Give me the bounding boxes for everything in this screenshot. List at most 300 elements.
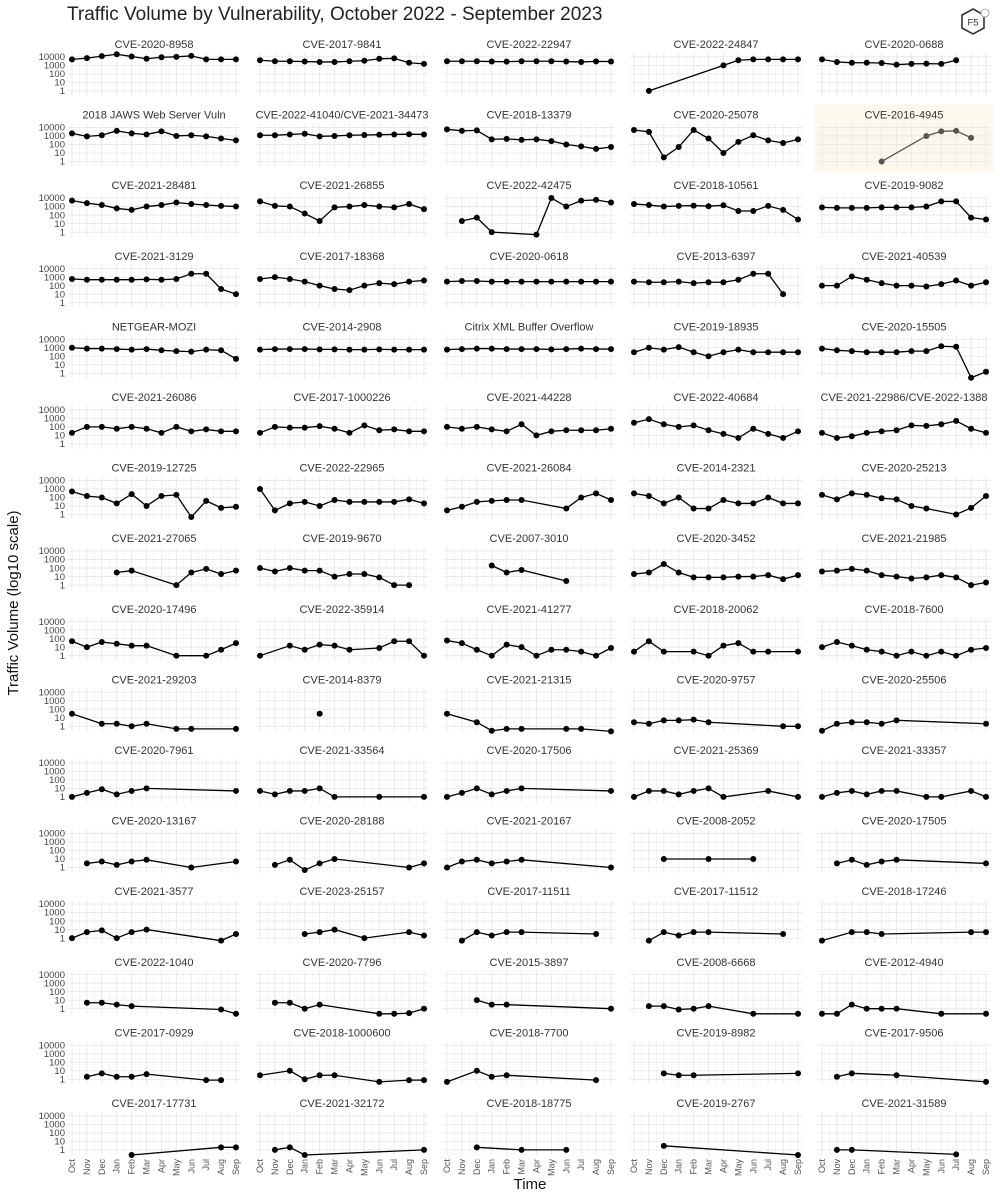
data-point — [849, 929, 855, 935]
data-point — [391, 1011, 397, 1017]
panel — [630, 816, 802, 873]
data-point — [765, 203, 771, 209]
data-point — [459, 504, 465, 510]
data-point — [504, 497, 510, 503]
data-point — [459, 346, 465, 352]
data-point — [459, 218, 465, 224]
x-tick-label: Aug — [404, 1159, 415, 1176]
data-point — [203, 498, 209, 504]
panel-label: CVE-2021-31589 — [861, 1098, 947, 1110]
data-point — [750, 426, 756, 432]
data-point — [218, 136, 224, 142]
data-point — [646, 938, 652, 944]
panel-label: CVE-2008-6668 — [676, 956, 756, 969]
y-tick-label: 10000 — [38, 334, 65, 346]
data-point — [391, 499, 397, 505]
data-point — [188, 428, 194, 434]
data-point — [317, 346, 323, 352]
panel-label: CVE-2018-10561 — [673, 180, 759, 193]
data-point — [69, 198, 75, 204]
data-point — [706, 1003, 712, 1009]
data-point — [608, 645, 614, 651]
x-tick-label: Oct — [255, 1159, 265, 1174]
panel — [255, 110, 428, 167]
data-point — [233, 788, 239, 794]
x-tick-label: Sep — [231, 1159, 241, 1176]
x-tick-label: Jun — [748, 1159, 759, 1174]
x-tick-label: Sep — [981, 1159, 991, 1176]
y-tick-label: 10 — [54, 995, 65, 1007]
data-point — [444, 794, 450, 800]
data-point — [819, 56, 825, 62]
data-point — [406, 582, 412, 588]
data-point — [144, 927, 150, 933]
y-tick-label: 1 — [59, 933, 65, 945]
x-tick-label: Jul — [576, 1159, 587, 1171]
panel-label: CVE-2020-13167 — [111, 815, 197, 828]
data-point — [563, 1147, 569, 1153]
data-point — [983, 430, 989, 436]
panel — [443, 604, 615, 661]
data-point — [129, 788, 135, 794]
data-point — [533, 58, 539, 64]
data-point — [114, 1002, 120, 1008]
data-point — [173, 348, 179, 354]
data-point — [474, 58, 480, 64]
data-point — [233, 859, 239, 865]
data-point — [938, 281, 944, 287]
data-point — [923, 133, 929, 139]
y-tick-label: 10 — [54, 218, 65, 230]
data-point — [489, 653, 495, 659]
data-point — [834, 1147, 840, 1153]
data-point — [233, 726, 239, 732]
data-point — [953, 278, 959, 284]
data-point — [819, 1011, 825, 1017]
data-point — [646, 416, 652, 422]
data-point — [346, 347, 352, 353]
data-point — [548, 346, 554, 352]
data-point — [376, 1079, 382, 1085]
panel — [630, 180, 802, 237]
panel-label: CVE-2016-4945 — [864, 109, 944, 122]
data-point — [257, 132, 263, 138]
data-point — [661, 717, 667, 723]
x-tick-label: Jan — [111, 1159, 122, 1174]
data-point — [287, 643, 293, 649]
data-point — [346, 647, 352, 653]
data-point — [421, 500, 427, 506]
data-point — [646, 788, 652, 794]
data-point — [849, 60, 855, 66]
y-tick-label: 10000 — [38, 1040, 65, 1052]
data-point — [474, 785, 480, 791]
data-point — [795, 56, 801, 62]
panel — [818, 674, 990, 733]
panel — [39, 321, 240, 379]
data-point — [661, 788, 667, 794]
data-point — [563, 141, 569, 147]
data-point — [676, 1007, 682, 1013]
data-point — [144, 131, 150, 137]
data-point — [834, 639, 840, 645]
data-point — [489, 791, 495, 797]
data-point — [99, 277, 105, 283]
series-line — [260, 349, 424, 350]
data-point — [608, 59, 614, 65]
data-point — [548, 428, 554, 434]
data-point — [864, 862, 870, 868]
panel — [256, 886, 428, 943]
x-tick-label: Jun — [186, 1159, 197, 1174]
data-point — [173, 726, 179, 732]
data-point — [578, 427, 584, 433]
y-tick-label: 10 — [54, 712, 65, 724]
data-point — [474, 424, 480, 430]
data-point — [908, 61, 914, 67]
data-point — [129, 130, 135, 136]
data-point — [720, 431, 726, 437]
x-tick-label: Aug — [591, 1159, 602, 1176]
data-point — [129, 859, 135, 865]
y-tick-label: 10000 — [38, 758, 65, 770]
data-point — [257, 57, 263, 63]
data-point — [114, 500, 120, 506]
data-point — [923, 423, 929, 429]
data-point — [69, 935, 75, 941]
data-point — [646, 345, 652, 351]
chart-title: Traffic Volume by Vulnerability, October 2022 - September 2023 — [67, 4, 603, 25]
data-point — [691, 929, 697, 935]
panel-label: CVE-2020-15505 — [861, 321, 947, 334]
x-tick-label: Feb — [314, 1159, 325, 1175]
data-point — [504, 570, 510, 576]
data-point — [302, 788, 308, 794]
panel-label: CVE-2020-17496 — [111, 603, 197, 616]
data-point — [346, 287, 352, 293]
panel-label: CVE-2021-41277 — [486, 603, 572, 616]
panel-label: CVE-2021-25369 — [673, 745, 759, 757]
panel-label: CVE-2019-9670 — [302, 533, 382, 546]
x-tick-label: Nov — [831, 1159, 842, 1176]
x-tick-label: Feb — [501, 1159, 512, 1175]
data-point — [302, 59, 308, 65]
data-point — [849, 205, 855, 211]
y-tick-label: 100 — [49, 916, 65, 928]
panel-label: CVE-2017-9506 — [864, 1027, 944, 1040]
data-point — [233, 504, 239, 510]
data-point — [968, 788, 974, 794]
panel-label: CVE-2018-20062 — [673, 603, 759, 616]
data-point — [69, 276, 75, 282]
data-point — [819, 644, 825, 650]
data-point — [218, 1007, 224, 1013]
data-point — [795, 649, 801, 655]
data-point — [706, 574, 712, 580]
panel-label: CVE-2021-22986/CVE-2022-1388 — [820, 392, 988, 404]
y-tick-label: 100 — [49, 1057, 65, 1069]
y-tick-label: 1000 — [43, 1119, 65, 1131]
x-tick-label: Mar — [516, 1159, 527, 1175]
data-point — [84, 790, 90, 796]
x-tick-label: Oct — [442, 1159, 452, 1174]
data-point — [879, 649, 885, 655]
panel-label: CVE-2019-2767 — [676, 1098, 756, 1110]
data-point — [406, 131, 412, 137]
data-point — [233, 137, 239, 143]
panel — [443, 1098, 615, 1155]
data-point — [144, 56, 150, 62]
y-tick-label: 1000 — [43, 625, 65, 637]
data-point — [489, 1002, 495, 1008]
data-point — [129, 643, 135, 649]
data-point — [765, 349, 771, 355]
data-point — [173, 199, 179, 205]
panel — [630, 392, 802, 449]
data-point — [361, 283, 367, 289]
data-point — [391, 55, 397, 61]
data-point — [302, 867, 308, 873]
data-point — [489, 136, 495, 142]
data-point — [317, 642, 323, 648]
data-point — [750, 1011, 756, 1017]
data-point — [233, 640, 239, 646]
data-point — [533, 653, 539, 659]
data-point — [593, 653, 599, 659]
data-point — [593, 931, 599, 937]
panel — [39, 392, 240, 450]
panel-label: CVE-2021-28481 — [111, 180, 197, 193]
panel — [443, 1027, 615, 1084]
panel — [630, 604, 802, 661]
panel-label: CVE-2021-20167 — [486, 815, 572, 828]
data-point — [750, 500, 756, 506]
data-point — [519, 857, 525, 863]
panel-label: CVE-2020-25078 — [673, 109, 759, 122]
data-point — [519, 726, 525, 732]
y-tick-label: 1000 — [43, 413, 65, 425]
data-point — [864, 568, 870, 574]
data-point — [114, 570, 120, 576]
data-point — [908, 422, 914, 428]
data-point — [203, 566, 209, 572]
data-point — [84, 644, 90, 650]
data-point — [519, 1147, 525, 1153]
panel — [630, 463, 802, 520]
data-point — [894, 496, 900, 502]
panel — [818, 604, 990, 661]
data-point — [706, 203, 712, 209]
y-tick-label: 10 — [54, 642, 65, 654]
data-point — [287, 500, 293, 506]
data-point — [391, 582, 397, 588]
data-point — [69, 430, 75, 436]
data-point — [983, 1011, 989, 1017]
data-point — [272, 1000, 278, 1006]
data-point — [661, 929, 667, 935]
data-point — [908, 283, 914, 289]
data-point — [646, 1003, 652, 1009]
data-point — [233, 356, 239, 362]
y-tick-label: 1000 — [43, 695, 65, 707]
data-point — [391, 638, 397, 644]
data-point — [459, 278, 465, 284]
data-point — [533, 279, 539, 285]
data-point — [84, 1074, 90, 1080]
data-point — [849, 643, 855, 649]
data-point — [894, 1006, 900, 1012]
data-point — [489, 279, 495, 285]
data-point — [272, 132, 278, 138]
data-point — [834, 568, 840, 574]
data-point — [421, 1077, 427, 1083]
data-point — [519, 137, 525, 143]
data-point — [84, 200, 90, 206]
data-point — [676, 424, 682, 430]
data-point — [849, 719, 855, 725]
data-point — [563, 59, 569, 65]
data-point — [158, 277, 164, 283]
y-tick-label: 100 — [49, 1128, 65, 1140]
data-point — [631, 420, 637, 426]
data-point — [765, 431, 771, 437]
data-point — [795, 428, 801, 434]
data-point — [218, 203, 224, 209]
data-point — [608, 1006, 614, 1012]
data-point — [706, 279, 712, 285]
data-point — [218, 1144, 224, 1150]
y-tick-label: 1 — [59, 156, 65, 168]
data-point — [879, 572, 885, 578]
data-point — [894, 427, 900, 433]
y-tick-label: 10000 — [38, 616, 65, 628]
data-point — [706, 353, 712, 359]
data-point — [346, 430, 352, 436]
x-tick-label: Apr — [531, 1159, 542, 1174]
data-point — [444, 424, 450, 430]
data-point — [444, 638, 450, 644]
data-point — [272, 274, 278, 280]
data-point — [691, 1006, 697, 1012]
panel-label: CVE-2022-35914 — [299, 603, 385, 616]
panel-label: CVE-2012-4940 — [864, 956, 944, 969]
y-tick-label: 100 — [49, 210, 65, 222]
data-point — [173, 653, 179, 659]
data-point — [646, 638, 652, 644]
data-point — [361, 935, 367, 941]
data-point — [849, 1002, 855, 1008]
panel-label: CVE-2022-42475 — [486, 180, 572, 193]
data-point — [795, 723, 801, 729]
data-point — [646, 721, 652, 727]
panel-label: CVE-2020-0618 — [489, 250, 569, 263]
data-point — [879, 721, 885, 727]
data-point — [489, 229, 495, 235]
data-point — [953, 1151, 959, 1157]
data-point — [317, 283, 323, 289]
y-tick-label: 10 — [54, 1065, 65, 1077]
data-point — [720, 497, 726, 503]
data-point — [879, 931, 885, 937]
panel — [818, 816, 990, 873]
data-point — [444, 58, 450, 64]
panel-label: CVE-2017-11512 — [673, 886, 759, 899]
y-tick-label: 1 — [59, 439, 65, 451]
data-point — [661, 279, 667, 285]
data-point — [750, 208, 756, 214]
x-tick-label: Apr — [906, 1159, 917, 1174]
data-point — [706, 785, 712, 791]
data-point — [302, 568, 308, 574]
y-tick-label: 10000 — [38, 1111, 65, 1123]
data-point — [173, 54, 179, 60]
data-point — [608, 346, 614, 352]
data-point — [795, 1011, 801, 1017]
panel-label: CVE-2017-17731 — [111, 1098, 197, 1110]
data-point — [720, 349, 726, 355]
data-point — [504, 788, 510, 794]
data-point — [968, 283, 974, 289]
data-point — [578, 198, 584, 204]
svg-text:F5: F5 — [967, 17, 979, 29]
data-point — [406, 201, 412, 207]
y-tick-label: 10000 — [38, 193, 65, 205]
x-tick-label: Nov — [456, 1159, 467, 1176]
y-tick-label: 100 — [49, 986, 65, 998]
panel — [818, 886, 990, 943]
panel-label: CVE-2022-40684 — [673, 392, 759, 404]
data-point — [287, 1068, 293, 1074]
panel — [443, 463, 615, 520]
data-point — [317, 785, 323, 791]
data-point — [504, 642, 510, 648]
data-point — [548, 58, 554, 64]
data-point — [735, 640, 741, 646]
data-point — [519, 421, 525, 427]
data-point — [233, 931, 239, 937]
series-line — [447, 281, 611, 282]
data-point — [894, 283, 900, 289]
data-point — [421, 278, 427, 284]
data-point — [346, 132, 352, 138]
data-point — [908, 348, 914, 354]
panel-label: CVE-2023-25157 — [299, 886, 385, 899]
data-point — [849, 1070, 855, 1076]
data-point — [879, 859, 885, 865]
data-point — [631, 279, 637, 285]
data-point — [272, 424, 278, 430]
panel — [256, 604, 428, 661]
data-point — [706, 506, 712, 512]
data-point — [834, 860, 840, 866]
x-tick-label: Jul — [389, 1159, 400, 1171]
panel — [630, 39, 802, 96]
data-point — [834, 496, 840, 502]
x-tick-label: Apr — [718, 1159, 729, 1174]
data-point — [332, 426, 338, 432]
data-point — [691, 349, 697, 355]
data-point — [750, 574, 756, 580]
x-tick-label: Nov — [643, 1159, 654, 1176]
data-point — [84, 493, 90, 499]
panel-label: CVE-2018-18775 — [486, 1098, 572, 1110]
panel-label: CVE-2021-29203 — [111, 674, 197, 687]
data-point — [421, 428, 427, 434]
data-point — [346, 204, 352, 210]
data-point — [376, 574, 382, 580]
data-point — [129, 277, 135, 283]
data-point — [84, 133, 90, 139]
